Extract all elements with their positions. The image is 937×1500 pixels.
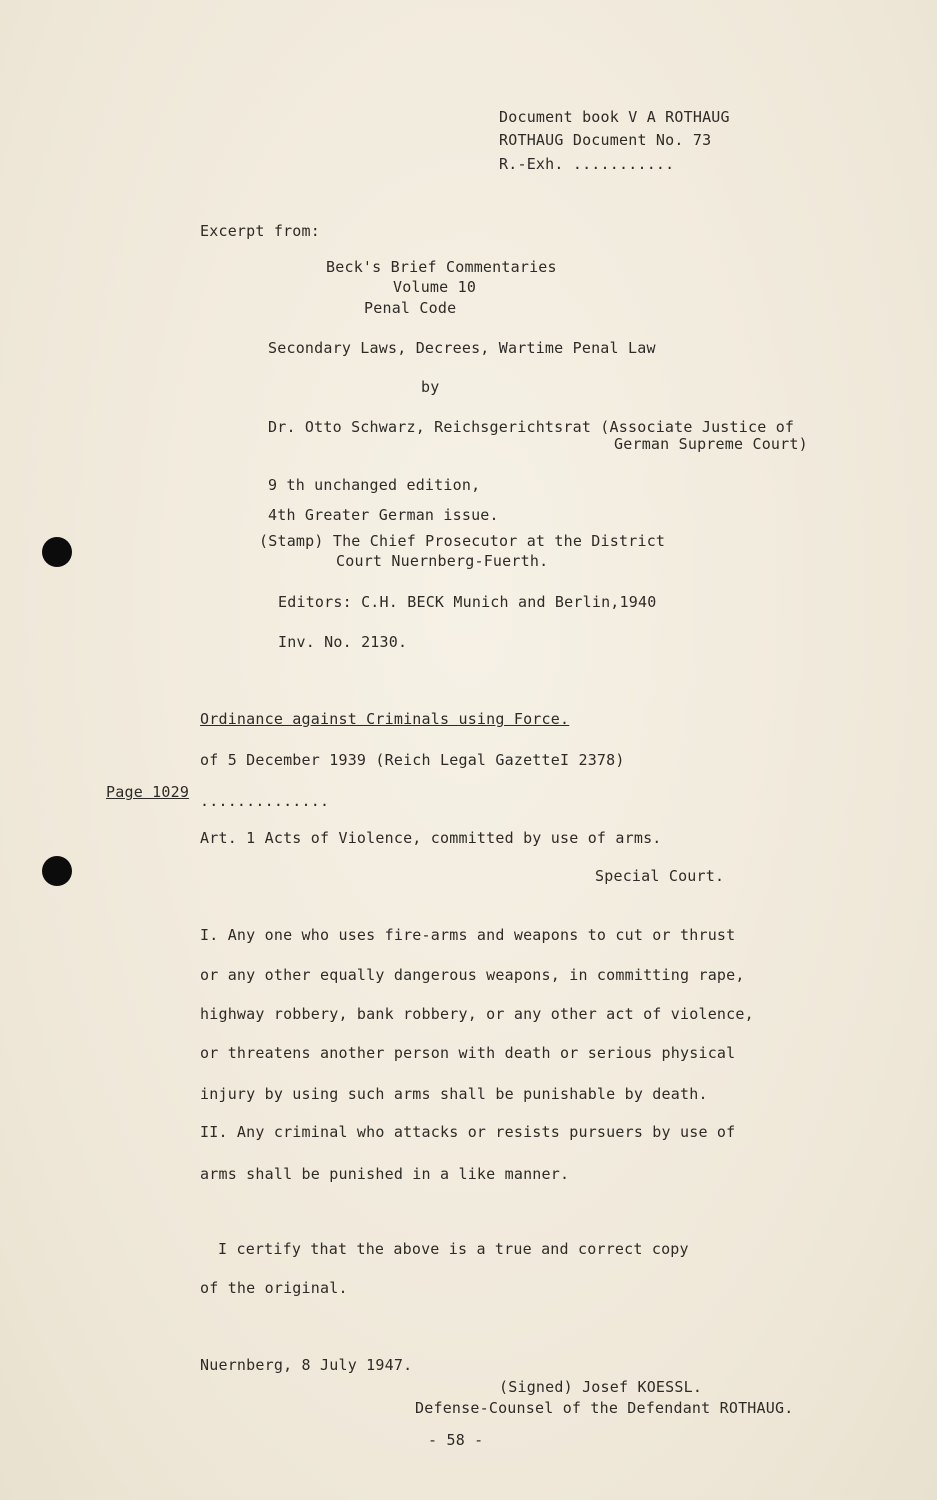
book-volume: Volume 10	[393, 278, 477, 296]
body-line: injury by using such arms shall be punishable by death.	[200, 1085, 708, 1103]
inventory-number: Inv. No. 2130.	[278, 633, 408, 651]
punch-hole	[42, 856, 72, 886]
body-line: II. Any criminal who attacks or resists pursuers by use of	[200, 1123, 736, 1141]
punch-hole	[42, 537, 72, 567]
author-line-continued: German Supreme Court)	[614, 435, 808, 453]
book-by: by	[421, 378, 440, 396]
body-line: highway robbery, bank robbery, or any other act of violence,	[200, 1005, 754, 1023]
excerpt-label: Excerpt from:	[200, 222, 320, 240]
stamp-line-continued: Court Nuernberg-Fuerth.	[336, 552, 549, 570]
page-reference: Page 1029	[106, 783, 190, 801]
certification-line-continued: of the original.	[200, 1279, 348, 1297]
header-document-number: ROTHAUG Document No. 73	[499, 131, 712, 149]
body-line: I. Any one who uses fire-arms and weapons to cut or thrust	[200, 926, 736, 944]
page-number: - 58 -	[428, 1431, 484, 1449]
author-line: Dr. Otto Schwarz, Reichsgerichtsrat (Associate Justice of	[268, 418, 795, 436]
signed-by: (Signed) Josef KOESSL.	[499, 1378, 703, 1396]
ordinance-title: Ordinance against Criminals using Force.	[200, 710, 570, 728]
header-document-book: Document book V A ROTHAUG	[499, 108, 730, 126]
ordinance-date: of 5 December 1939 (Reich Legal GazetteI 2378)	[200, 751, 625, 769]
stamp-line: (Stamp) The Chief Prosecutor at the District	[259, 532, 666, 550]
body-line: arms shall be punished in a like manner.	[200, 1165, 570, 1183]
court-label: Special Court.	[595, 867, 725, 885]
body-line: or threatens another person with death or serious physical	[200, 1044, 736, 1062]
edition: 9 th unchanged edition,	[268, 476, 481, 494]
article-heading: Art. 1 Acts of Violence, committed by use of arms.	[200, 829, 662, 847]
editors: Editors: C.H. BECK Munich and Berlin,1940	[278, 593, 657, 611]
header-exhibit: R.-Exh. ...........	[499, 155, 675, 173]
book-subtitle: Secondary Laws, Decrees, Wartime Penal Law	[268, 339, 656, 357]
issue: 4th Greater German issue.	[268, 506, 499, 524]
body-line: or any other equally dangerous weapons, in committing rape,	[200, 966, 745, 984]
book-title: Beck's Brief Commentaries	[326, 258, 557, 276]
place-and-date: Nuernberg, 8 July 1947.	[200, 1356, 413, 1374]
signer-role: Defense-Counsel of the Defendant ROTHAUG.	[415, 1399, 794, 1417]
page-reference-dots: ..............	[200, 792, 330, 810]
certification-line: I certify that the above is a true and correct copy	[218, 1240, 689, 1258]
book-code: Penal Code	[364, 299, 457, 317]
